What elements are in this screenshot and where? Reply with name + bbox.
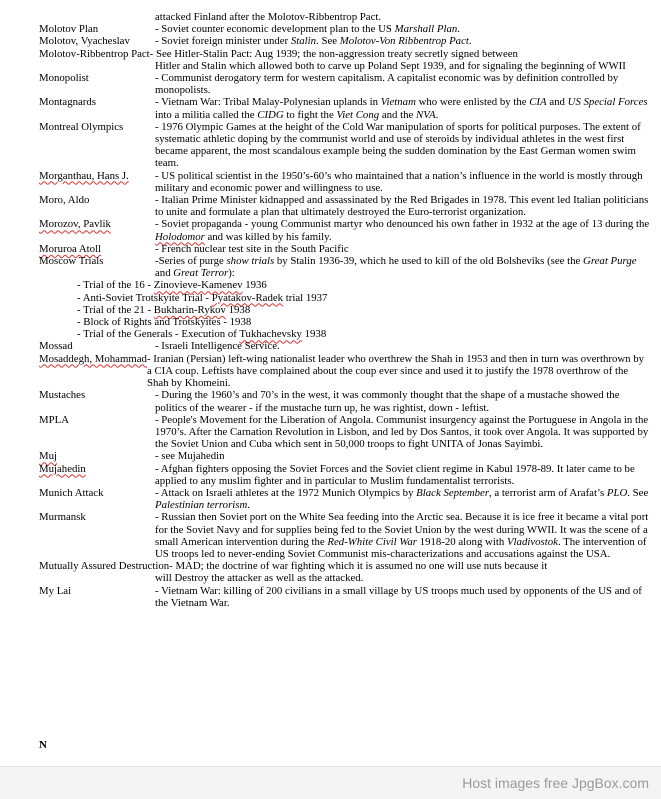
- entry-definition: - 1976 Olympic Games at the height of the Cold War manipulation of sports for political purposes. The extent of systematic athletic doping by the communist world and use of steroids by individual athletes in the west first became apparent, the most scandalous example being the sudden domination by the East German women swim team.: [155, 120, 641, 170]
- entry-definition: - Communist derogatory term for western capitalism. A capitalist economic was by definition controlled by monopolists.: [155, 72, 619, 97]
- trial-item: - Anti-Soviet Trotskyite Trial - Pyatakov-Radek trial 1937: [77, 291, 328, 304]
- entry-term: Morozov, Pavlik: [39, 218, 111, 231]
- intro-line: attacked Finland after the Molotov-Ribbentrop Pact.: [155, 11, 382, 23]
- entry-definition: - Vietnam War: Tribal Malay-Polynesian uplands in Vietnam who were enlisted by the CIA and US Special Forces into a militia called the CIDG to fight the Viet Cong and the NVA.: [155, 96, 648, 121]
- entry-definition: - Russian then Soviet port on the White Sea feeding into the Arctic sea. Because it is ice free it became a vital port for the Soviet Navy and for supplies being fed to the Soviet Union by the west during WWII. It was the scene of a small American intervention during the Red-White Civil War 1918-20 along with Vladivostok. The intervention of US troops led to never-ending Soviet Communist mis-characterizations and accusations against the USA.: [155, 511, 649, 560]
- entry-moruroa-atoll: [39, 243, 651, 255]
- entry-mustaches: [39, 389, 651, 413]
- entry-moscow-trials: [39, 255, 651, 279]
- entry-molotov-ribbentrop-pact: [39, 48, 651, 60]
- entry-definition: -Series of purge show trials by Stalin 1936-39, which he used to kill of the old Bolsheviks (see the Great Purge and Great Terror):: [155, 255, 637, 280]
- entry-definition: - Soviet counter economic development plan to the US Marshall Plan.: [155, 23, 460, 36]
- entry-term: Moro, Aldo: [39, 194, 90, 207]
- entry-term: Molotov Plan: [39, 23, 99, 36]
- entry-mosaddegh: [39, 353, 651, 390]
- entry-term: Morganthau, Hans J.: [39, 169, 129, 182]
- entry-continuation: will Destroy the attacker as well as the attacked.: [155, 572, 364, 585]
- trial-item: - Trial of the Generals - Execution of Tukhachevsky 1938: [77, 328, 327, 341]
- entry-mpla: [39, 414, 651, 451]
- entry-mutually-assured-destruction: [39, 560, 651, 572]
- entry-term: My Lai: [39, 584, 72, 597]
- entry-montreal-olympics: [39, 121, 651, 170]
- entry-definition: - US political scientist in the 1950’s-60’s who maintained that a nation’s influence in the world is mostly through military and economic power and willingness to use.: [155, 169, 643, 194]
- entry-term: Mujahedin: [39, 462, 86, 475]
- entry-term: Montagnards: [39, 96, 96, 109]
- entry-definition: - Attack on Israeli athletes at the 1972 Munich Olympics by Black September, a terrorist arm of Arafat’s PLO. See Palestinian terrorism.: [155, 486, 649, 512]
- entry-term: Mosaddegh, Mohammad: [39, 352, 147, 365]
- trial-item: - Trial of the 16 - Zinovieve-Kamenev 1936: [77, 279, 267, 292]
- footer-watermark-link[interactable]: Host images free JpgBox.com: [462, 775, 649, 791]
- entry-term: Munich Attack: [39, 486, 104, 499]
- entry-definition: - Soviet propaganda - young Communist martyr who denounced his own father in 1932 at the age of 13 during the Holodomor and was killed by his family.: [155, 218, 650, 243]
- entry-definition: - Vietnam War: killing of 200 civilians in a small village by US troops much used by opponents of the US and of the Vietnam War.: [155, 584, 642, 609]
- section-letter-heading: N: [39, 739, 47, 751]
- entry-mujahedin: [39, 463, 651, 487]
- entry-munich-attack: [39, 487, 651, 511]
- entry-term: Mossad: [39, 340, 73, 353]
- entry-definition: - French nuclear test site in the South Pacific: [155, 242, 349, 255]
- trial-item: - Trial of the 21 - Bukharin-Rykov 1938: [77, 303, 251, 316]
- entry-definition: - See Hitler-Stalin Pact: Aug 1939; the non-aggression treaty secretly signed between: [149, 47, 518, 60]
- entry-morganthau: [39, 170, 651, 194]
- entry-term: Molotov-Ribbentrop Pact: [39, 47, 150, 60]
- trial-item: - Block of Rights and Trotskyites - 1938: [77, 316, 252, 329]
- entry-definition: - Afghan fighters opposing the Soviet Forces and the Soviet client regime in Kabul 1978-89. It later came to be applied to any muslim fighter and in particular to Muslim fundamentalist terrorists.: [155, 462, 635, 487]
- entry-term: Murmansk: [39, 511, 86, 524]
- entry-continuation: Hitler and Stalin which allowed both to carve up Poland Sept 1939, and for signaling the beginning of WWII: [155, 59, 626, 72]
- entry-monopolist: [39, 72, 651, 96]
- entry-term: Moscow Trials: [39, 255, 104, 268]
- entry-term: MPLA: [39, 413, 69, 426]
- entry-montagnards: [39, 96, 651, 120]
- entry-term: Muj: [39, 450, 57, 463]
- entry-mossad: [39, 340, 651, 352]
- entry-morozov-pavlik: [39, 218, 651, 242]
- entry-term: Mustaches: [39, 389, 86, 402]
- entry-muj: [39, 450, 651, 462]
- entry-term: Monopolist: [39, 72, 89, 85]
- entry-molotov-plan: [39, 23, 651, 35]
- entry-my-lai: [39, 585, 651, 609]
- entry-definition: - During the 1960’s and 70’s in the west, it was commonly thought that the shape of a mustache showed the politics of the wearer - if the mustache turn up, he was rightist, down - leftist.: [155, 389, 620, 414]
- entry-definition: - Italian Prime Minister kidnapped and assassinated by the Red Brigades in 1978. This event led Italian politicians to unite and formulate a plan that ultimately destroyed the Euro-terrorist organization.: [155, 194, 649, 219]
- glossary-entries: [39, 11, 651, 609]
- image-host-footer: [0, 766, 661, 799]
- entry-term: Molotov, Vyacheslav: [39, 35, 130, 48]
- entry-murmansk: [39, 511, 651, 560]
- entry-definition: - Iranian (Persian) left-wing nationalist leader who overthrew the Shah in 1953 and then in turn was overthrown by a CIA coup. Leftists have complained about the coup ever since and used it to justify the 1978 overthrow of the Shah by Khomeini.: [146, 352, 645, 390]
- entry-term: Mutually Assured Destruction: [39, 560, 170, 573]
- entry-definition: - Israeli Intelligence Service.: [155, 340, 280, 353]
- entry-definition: - People's Movement for the Liberation of Angola. Communist insurgency against the Portuguese in Angola in the 1970’s. After the Carnation Revolution in Lisbon, and led by Dos Santos, it took over Angola. It was supported by the Soviet Union and Cuba which sent in 50,000 troops to fight UNITA of Jonas Sayimbi.: [155, 413, 649, 451]
- entry-definition: - MAD; the doctrine of war fighting which it is assumed no one will use nuts because it: [169, 560, 548, 573]
- entry-moro-aldo: [39, 194, 651, 218]
- entry-definition: - see Mujahedin: [155, 450, 225, 463]
- entry-term: Moruroa Atoll: [39, 242, 102, 255]
- entry-term: Montreal Olympics: [39, 120, 124, 133]
- entry-molotov-vyacheslav: [39, 35, 651, 47]
- entry-definition: - Soviet foreign minister under Stalin. See Molotov-Von Ribbentrop Pact.: [155, 35, 472, 48]
